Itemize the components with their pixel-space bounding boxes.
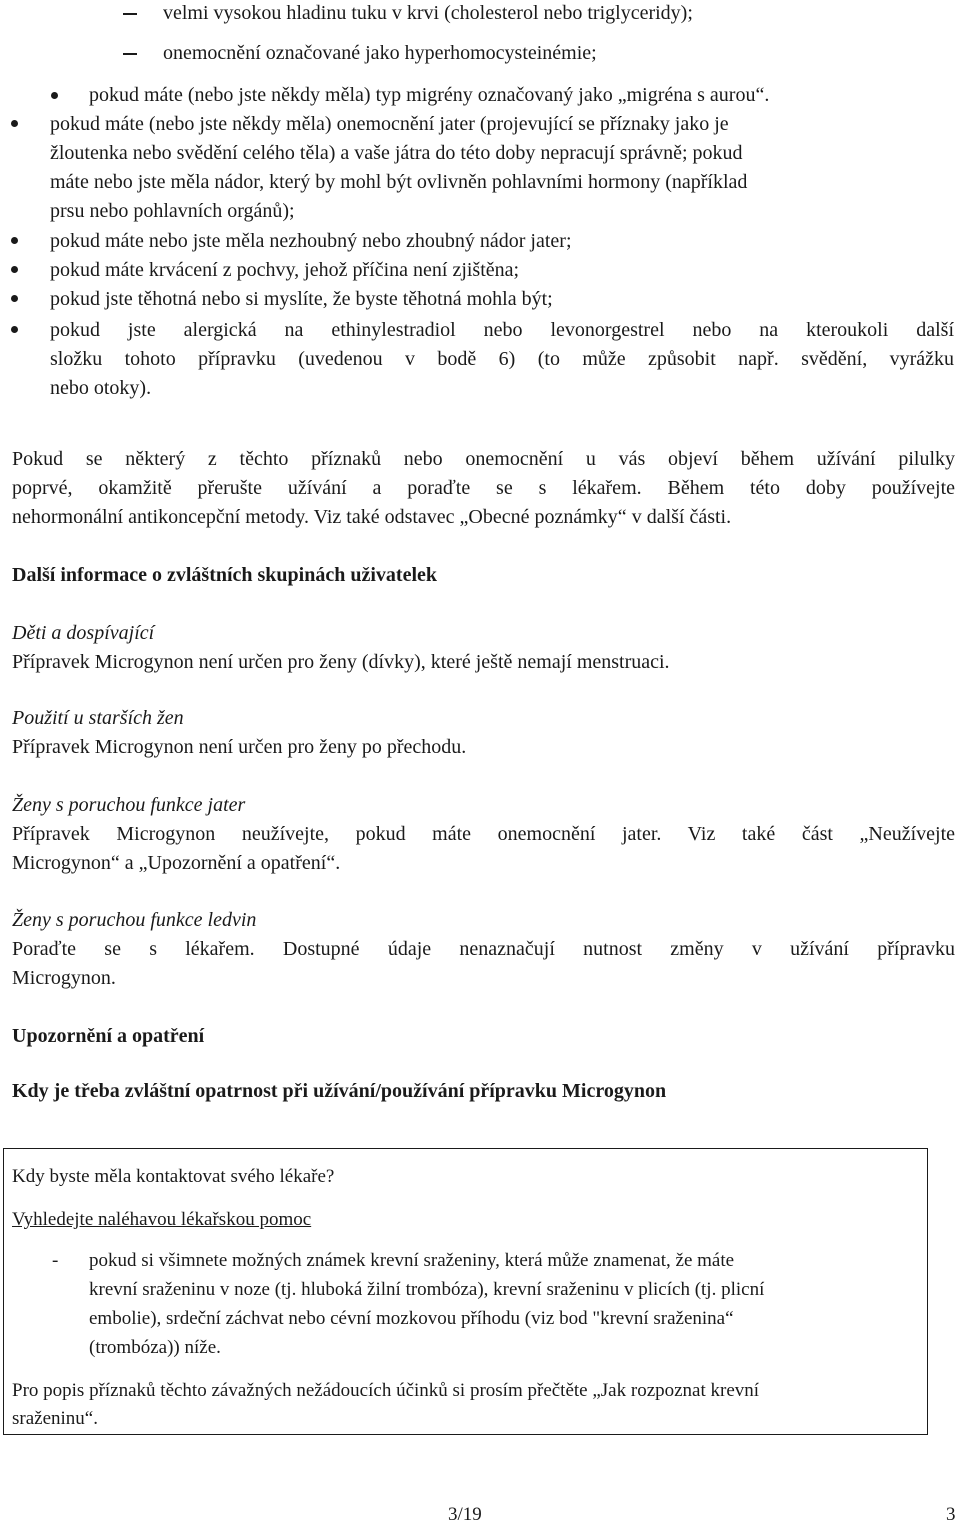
paragraph-line: poprvé, okamžitě přerušte užívání a poraďte se s lékařem. Během této doby používejte	[12, 477, 955, 499]
list-item: máte nebo jste měla nádor, který by mohl být ovlivněn pohlavními hormony (například	[50, 171, 748, 193]
caution-heading: Kdy je třeba zvláštní opatrnost při užívání/používání přípravku Microgynon	[12, 1080, 667, 1102]
paragraph-line: Pokud se některý z těchto příznaků nebo onemocnění u vás objeví během užívání pilulky	[12, 448, 955, 470]
warnings-heading: Upozornění a opatření	[12, 1025, 205, 1047]
box-item-marker: -	[52, 1250, 59, 1271]
dash-marker	[123, 13, 137, 15]
list-item: velmi vysokou hladinu tuku v krvi (cholesterol nebo triglyceridy);	[163, 2, 693, 24]
list-item: pokud máte krvácení z pochvy, jehož příčina není zjištěna;	[50, 259, 520, 281]
box-question: Kdy byste měla kontaktovat svého lékaře?	[12, 1166, 335, 1187]
bullet-marker	[51, 92, 58, 99]
box-item-line: (trombóza)) níže.	[89, 1337, 221, 1358]
subsection-text: Přípravek Microgynon není určen pro ženy (dívky), které ještě nemají menstruaci.	[12, 651, 670, 673]
subsection-text: Přípravek Microgynon není určen pro ženy po přechodu.	[12, 736, 467, 758]
subsection-title: Ženy s poruchou funkce ledvin	[12, 909, 257, 931]
subsection-text: Poraďte se s lékařem. Dostupné údaje nenaznačují nutnost změny v užívání přípravku	[12, 938, 955, 960]
bullet-marker	[11, 295, 18, 302]
box-item-line: pokud si všimnete možných známek krevní sraženiny, která může znamenat, že máte	[89, 1250, 735, 1271]
list-item: onemocnění označované jako hyperhomocysteinémie;	[163, 42, 597, 64]
dash-marker	[123, 53, 137, 55]
box-footer-line: sraženinu“.	[12, 1408, 98, 1429]
subsection-title: Použití u starších žen	[12, 707, 184, 729]
subsection-text: Přípravek Microgynon neužívejte, pokud máte onemocnění jater. Viz také část „Neužívejte	[12, 823, 955, 845]
bullet-marker	[11, 266, 18, 273]
box-footer-line: Pro popis příznaků těchto závažných nežádoucích účinků si prosím přečtěte „Jak rozpoznat krevní	[12, 1380, 760, 1401]
subsection-title: Ženy s poruchou funkce jater	[12, 794, 246, 816]
box-item-line: embolie), srdeční záchvat nebo cévní mozkovou příhodu (viz bod "krevní sraženina“	[89, 1308, 734, 1329]
subsection-text: Microgynon“ a „Upozornění a opatření“.	[12, 852, 341, 874]
list-item: pokud jste alergická na ethinylestradiol nebo levonorgestrel nebo na kteroukoli další	[50, 319, 954, 341]
corner-page-number: 3	[946, 1504, 956, 1525]
page-number: 3/19	[448, 1504, 482, 1525]
box-urgent-heading: Vyhledejte naléhavou lékařskou pomoc	[12, 1209, 312, 1230]
subsection-title: Děti a dospívající	[12, 622, 155, 644]
section-heading: Další informace o zvláštních skupinách uživatelek	[12, 564, 438, 586]
list-item: pokud máte (nebo jste někdy měla) typ migrény označovaný jako „migréna s aurou“.	[89, 84, 770, 106]
subsection-text: Microgynon.	[12, 967, 116, 989]
paragraph-line: nehormonální antikoncepční metody. Viz také odstavec „Obecné poznámky“ v další části.	[12, 506, 732, 528]
bullet-marker	[11, 237, 18, 244]
list-item: pokud máte (nebo jste někdy měla) onemocnění jater (projevující se příznaky jako je	[50, 113, 729, 135]
list-item: složku tohoto přípravku (uvedenou v bodě 6) (to může způsobit např. svědění, vyrážku	[50, 348, 954, 370]
bullet-marker	[11, 326, 18, 333]
box-item-line: krevní sraženinu v noze (tj. hluboká žilní trombóza), krevní sraženinu v plicích (tj. plicní	[89, 1279, 765, 1300]
list-item: pokud máte nebo jste měla nezhoubný nebo zhoubný nádor jater;	[50, 230, 572, 252]
list-item: pokud jste těhotná nebo si myslíte, že byste těhotná mohla být;	[50, 288, 553, 310]
bullet-marker	[11, 120, 18, 127]
list-item: žloutenka nebo svědění celého těla) a vaše játra do této doby nepracují správně; pokud	[50, 142, 743, 164]
list-item: nebo otoky).	[50, 377, 152, 399]
list-item: prsu nebo pohlavních orgánů);	[50, 200, 295, 222]
